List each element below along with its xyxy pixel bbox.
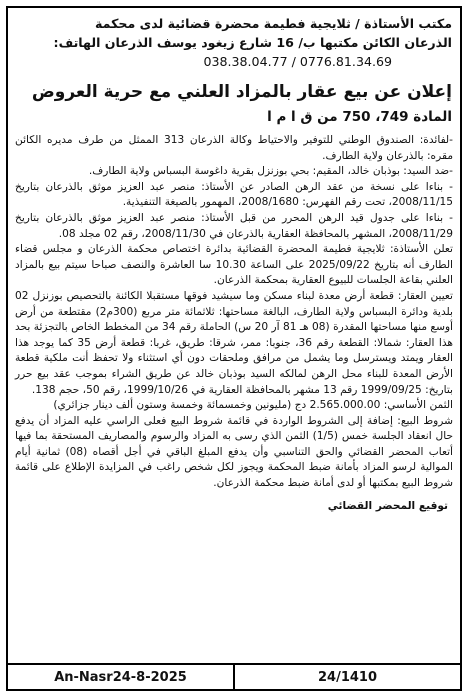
legal-article: المادة 749، 750 من ق ا م ا [267,109,452,125]
newspaper-reference: An-Nasr24-8-2025 [54,669,187,685]
paragraph-base-price: الثمن الأساسي: 2.565.000.00 دج (مليونين وخمسمائة وخمسة وستون ألف دينار جزائري) [53,399,453,412]
notice-number: 24/1410 [233,665,460,689]
paragraph-property-description: تعيين العقار: قطعة أرض معدة لبناء مسكن وما سيشيد فوقها مستقبلا الكائنة بالتحصيص بوزنزل 02 بلدية ودائرة البسباس ولاية الطارف، البالغة مساحتها: ثلاثمائة متر مربع (300م2) مقتطعة من أرض أوسع منها مساحتها المقدرة (08 هـ 81 آر 20 س) الحاملة رقم 34 من المخطط الخاص بالتجزئة بحد هذا العقار: شمالا: القطعة رقم 36، جنوبا: ممر، شرقا: طريق، غربا: قطعة أرض 35 كما يوجد هذا العقار ويمتد ويسترسل وما يشمل من مرافق وملحقات دون أي استثناء ولا تحفظ أنت ملكية قطعة الأرض المعدة للبناء محل الرهن لمالكه السيد بوذبان خالد عن طريق الشراء بموجب عقد بيع حرر بتاريخ: 1999/09/25 رقم 13 مشهر بالمحافظة العقارية في 1999/10/26، رقم 50، حجم 138. [15,289,454,396]
legal-notice [6,6,462,691]
paragraph-defendant: -ضد السيد: بوذبان خالد، المقيم: بحي بوزنزل بقرية داغوسة البسباس ولاية الطارف. [88,165,453,178]
paragraph-announcement: تعلن الأستاذة: ثلايجية فطيمة المحضرة القضائية بدائرة اختصاص محكمة الذرعان و مجلس قضاء الطارف أنه بتاريخ 2025/09/22 على الساعة 10.30 سا العاشرة والنصف صباحا سيتم بيع بالمزاد العلني بقاعة الجلسات للبيوع العقارية بمحكمة الذرعان. [15,243,453,287]
notice-title: إعلان عن بيع عقار بالمزاد العلني مع حرية العروض [31,82,452,102]
paragraph-sale-conditions: شروط البيع: إضافة إلى الشروط الواردة في قائمة شروط البيع فعلى الراسي عليه المزاد أن يدفع حال انعقاد الجلسة خمس (1/5) الثمن الذي رسى به المزاد والرسوم والمصاريف المستحقة بما فيها أتعاب المحضر القضائي والحق التناسبي وأن يدفع المبلغ الباقي في أجل أقصاه (08) ثمانية أيام الموالية لرسو المزاد بأمانة ضبط المحكمة ويجوز لكل شخص راغب في المزايدة الإطلاع على قائمة شروط البيع بمكتبها أو لدى أمانة ضبط محكمة الذرعان. [15,414,453,490]
publication-footer [8,663,460,689]
office-header [8,8,460,73]
office-phones: 038.38.04.77 / 0776.81.34.69 [203,54,392,69]
office-line-1: مكتب الأستاذة / ثلايجية فطيمة محضرة قضائية لدى محكمة [95,16,452,31]
bailiff-signature: توقيع المحضر القضائي [327,499,448,512]
paragraph-mortgage-deed: - بناءا على نسخة من عقد الرهن الصادر عن الأستاذ: منصر عبد العزيز موثق بالذرعان بتاريخ 2008/11/15، تحت رقم الفهرس: 2008/1680، المهمور بالصيغة التنفيذية. [15,180,453,209]
office-line-2: الذرعان الكائن مكتبها ب/ 16 شارع زيغود يوسف الذرعان الهاتف: [53,35,452,50]
paragraph-beneficiary: -لفائدة: الصندوق الوطني للتوفير والاحتياط وكالة الذرعان 313 الممثل من طرف مديره الكائن مقره: بالذرعان ولاية الطارف. [15,134,453,162]
notice-body [8,133,460,492]
paragraph-mortgage-registration: - بناءا على جدول قيد الرهن المحرر من قبل الأستاذ: منصر عبد العزيز موثق بالذرعان بتاريخ 2008/11/29، المشهر بالمحافظة العقارية بالذرعان في 2008/11/30، رقم 02 مجلد 08. [15,211,453,240]
